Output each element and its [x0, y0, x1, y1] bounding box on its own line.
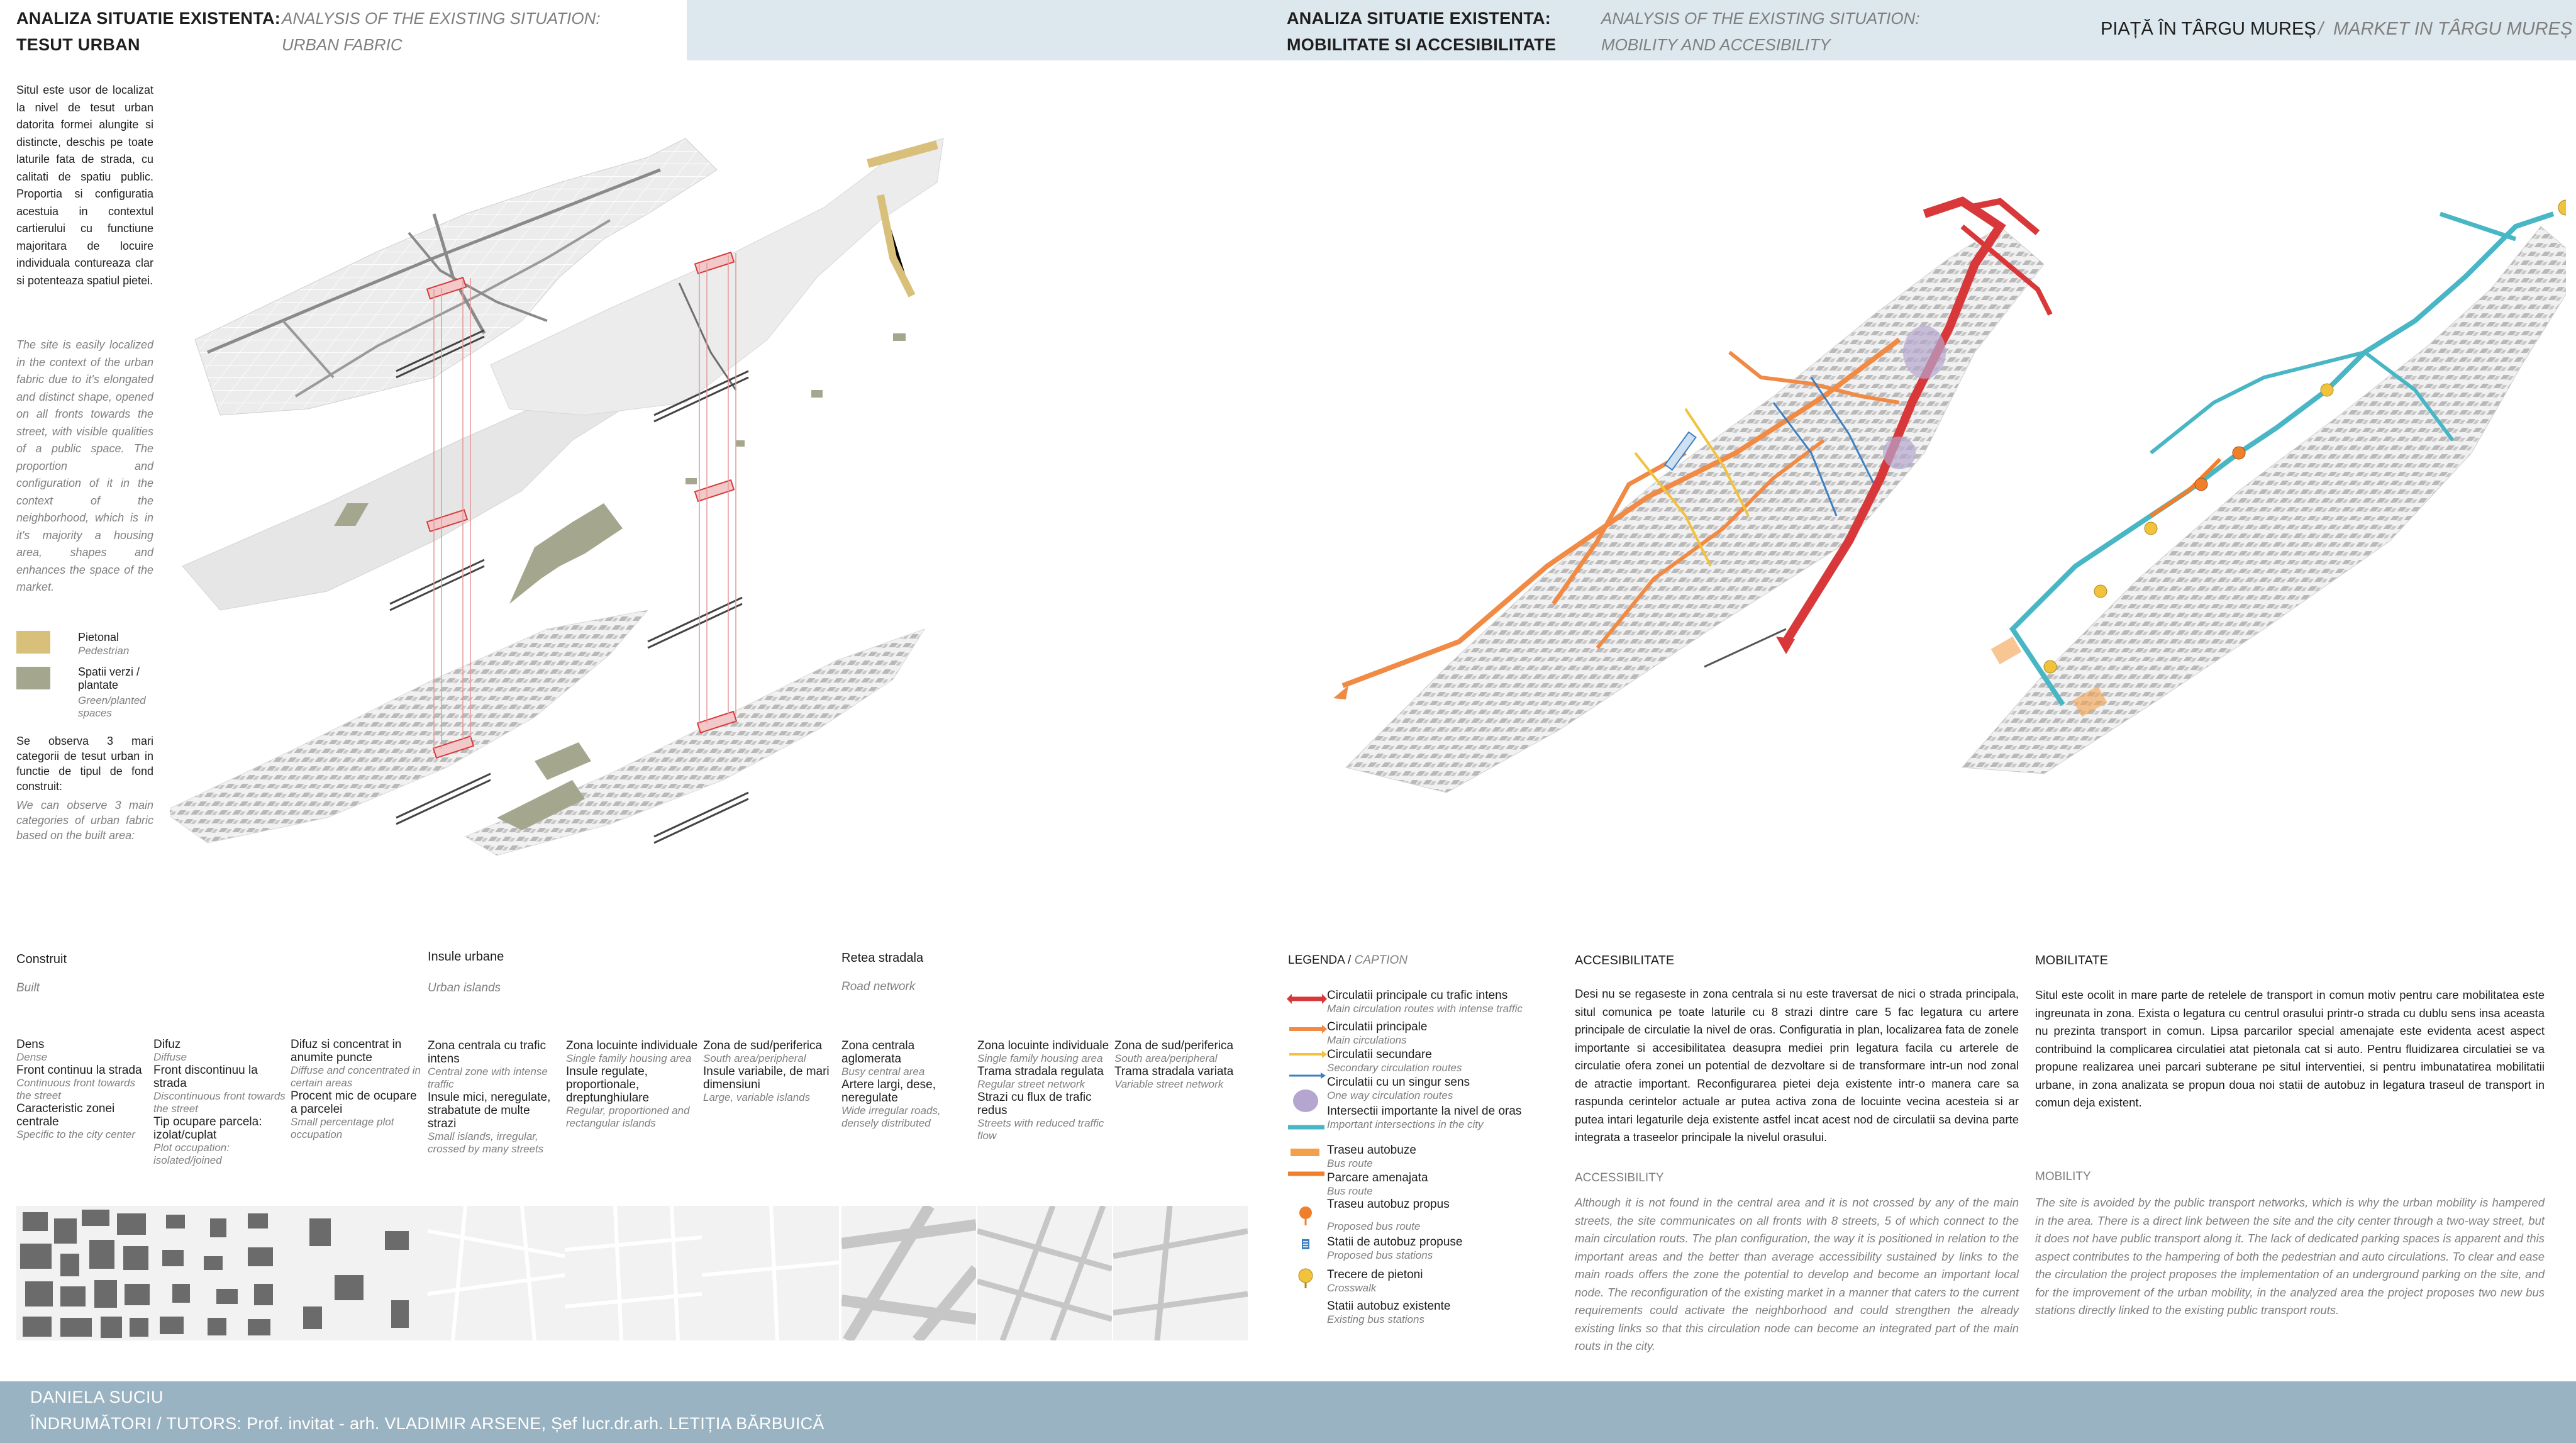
thumb-dense: [16, 1206, 153, 1340]
built-cat-3-title-en: Diffuse and concentrated in certain areas: [291, 1064, 421, 1089]
green-space-label: Spatii verzi / plantate: [78, 666, 140, 691]
accessibility-text-en: Although it is not found in the central area and it is not crossed by any of the main streets, the site communicates on all fronts with 8 streets, 5 of which connect to the main circulation routs. The plan configuration, the way it is positioned in relation to the important areas and the better than average accessibility sustained by links to the main roads offers the zone the potential to develop and become an important local node. The reconfiguration of the existing market in a manner that caters to the current requirements could activate the neighborhood and could strengthen the already existing links so that this circulation node can become an integrated part of the main routs in the city.: [1575, 1196, 2019, 1352]
footer-band: [0, 1381, 2576, 1443]
left-title-ro-1: ANALIZA SITUATIE EXISTENTA:: [16, 9, 281, 28]
built-cat-1-char: Caracteristic zonei centrale: [16, 1102, 115, 1128]
islands-cat-1: [428, 1039, 560, 1156]
mobility-title-ro: MOBILITATE: [2035, 954, 2108, 967]
streets-cat-2-desc: Trama stradala regulata: [977, 1065, 1104, 1078]
islands-cat-1-desc-en: Small islands, irregular, crossed by many streets: [428, 1130, 544, 1155]
legend-symbol-parking: [1291, 1149, 1319, 1156]
streets-cat-3-title-en: South area/peripheral: [1114, 1052, 1218, 1064]
legend-item-crosswalk: [1327, 1268, 1423, 1295]
streets-cat-2-title: Zona locuinte individuale: [977, 1039, 1109, 1052]
built-cat-2-plot-en: Plot occupation: isolated/joined: [153, 1142, 230, 1166]
mobility-title-en: MOBILITY: [2035, 1170, 2091, 1183]
legend-item-main-intense-label: Circulatii principale cu trafic intens: [1327, 989, 1508, 1002]
legend-symbols: [1287, 988, 1327, 1321]
built-title: Construit: [16, 952, 67, 966]
streets-sub: Road network: [841, 980, 916, 993]
right-title-en-2: MOBILITY AND ACCESIBILITY: [1601, 35, 1831, 54]
islands-cat-1-title-en: Central zone with intense traffic: [428, 1066, 548, 1090]
legend-item-bus-route: [1327, 1144, 1416, 1170]
thumb-islands-south: [702, 1206, 839, 1340]
legend-item-secondary-label: Circulatii secundare: [1327, 1048, 1432, 1061]
legend-item-crosswalk-label: Trecere de pietoni: [1327, 1268, 1423, 1281]
right-title-ro-1: ANALIZA SITUATIE EXISTENTA:: [1287, 9, 1552, 28]
thumb-diffuse-concentrated: [291, 1206, 428, 1340]
thumb-diffuse: [153, 1206, 291, 1340]
built-cat-3-title: Difuz si concentrat in anumite puncte: [291, 1038, 402, 1064]
circulation-map: [1333, 201, 2050, 793]
right-title-en-1: ANALYSIS OF THE EXISTING SITUATION:: [1601, 9, 1920, 28]
streets-cat-1: [841, 1039, 974, 1130]
streets-cat-3-title: Zona de sud/periferica: [1114, 1039, 1234, 1052]
observe-text-ro: Se observa 3 mari categorii de tesut urban in functie de tipul de fond construit:: [16, 735, 153, 793]
accessibility-text-ro: Desi nu se regaseste in zona centrala si nu este traversat de nici o strada principala, situl comunica pe toate laturile cu 8 strazi dintre care 5 fac legatura cu artere principale de circulatie la nivel de oras. Configuratia in plan, localizarea fata de zonele importante si accesibilitatea deasupra mediei prin legatura facila cu arterele de circulatie ofera zonei un potential de dezvoltare si de transformare intr-un nod zonal de atractie important. Reconfigurarea pietei deja existente intr-o manera care sa raspunda cerintelor actuale ar putea activa zona de locuinte vecina acesteia si ar putea intari legaturile deja existente astfel incat acest nod de circulatii sa devina parte integrata a traseelor principale la nivelul orasului.: [1575, 987, 2019, 1144]
built-sub: Built: [16, 981, 40, 994]
legend-item-main-intense-label-en: Main circulation routes with intense traffic: [1327, 1003, 1523, 1015]
built-cat-2: [153, 1038, 286, 1167]
built-cat-2-front: Front discontinuu la strada: [153, 1064, 258, 1090]
green-space-label-en: Green/planted spaces: [78, 694, 146, 719]
left-title-ro-2: TESUT URBAN: [16, 35, 140, 54]
legend-symbol-proposed-station: [1299, 1206, 1312, 1225]
streets-cat-1-title: Zona centrala aglomerata: [841, 1039, 915, 1066]
legend-item-parking-label-en: Bus route: [1327, 1185, 1373, 1197]
built-cat-1-char-en: Specific to the city center: [16, 1128, 135, 1140]
legend-item-oneway-label-en: One way circulation routes: [1327, 1089, 1453, 1101]
streets-cat-3-desc: Trama stradala variata: [1114, 1065, 1234, 1078]
legend-item-parking-label: Parcare amenajata: [1327, 1171, 1428, 1184]
tutors-line: ÎNDRUMĂTORI / TUTORS: Prof. invitat - arh. VLADIMIR ARSENE, Șef lucr.dr.arh. LETIȚIA BĂRBUICĂ: [30, 1414, 824, 1433]
thumb-streets-south: [1113, 1206, 1248, 1340]
pedestrian-layer: [491, 138, 943, 421]
urban-fabric-axonometric: [170, 113, 1333, 887]
streets-cat-1-desc-en: Wide irregular roads, densely distributed: [841, 1105, 941, 1129]
legend-symbol-oneway: [1289, 1072, 1326, 1079]
legend-item-proposed-bus-label: Traseu autobuz propus: [1327, 1198, 1450, 1211]
islands-sub: Urban islands: [428, 981, 501, 994]
thumb-islands-central: [428, 1206, 565, 1340]
streets-cat-1-title-en: Busy central area: [841, 1066, 925, 1078]
left-title-en-1: ANALYSIS OF THE EXISTING SITUATION:: [282, 9, 601, 28]
accessibility-title-en: ACCESSIBILITY: [1575, 1171, 1664, 1184]
pedestrian-label-en: Pedestrian: [78, 645, 130, 657]
streets-cat-2-title-en: Single family housing area: [977, 1052, 1103, 1064]
legend-item-intersection: [1327, 1105, 1521, 1131]
streets-cat-2-desc-en: Regular street network: [977, 1078, 1085, 1090]
built-cat-2-title-en: Diffuse: [153, 1051, 187, 1063]
islands-cat-3-desc: Insule variabile, de mari dimensiuni: [703, 1065, 830, 1091]
islands-cat-2-desc: Insule regulate, proportionale, dreptunghiulare: [566, 1065, 650, 1105]
built-cat-1: [16, 1038, 148, 1141]
built-cat-2-plot: Tip ocupare parcela: izolat/cuplat: [153, 1115, 262, 1142]
right-title-ro-2: MOBILITATE SI ACCESIBILITATE: [1287, 35, 1557, 54]
islands-cat-2-desc-en: Regular, proportioned and rectangular islands: [566, 1105, 690, 1129]
legend-item-bus-route-label-en: Bus route: [1327, 1157, 1373, 1169]
legend-symbol-secondary: [1289, 1050, 1327, 1058]
streets-title: Retea stradala: [841, 951, 924, 965]
islands-cat-2-title-en: Single family housing area: [566, 1052, 692, 1064]
islands-cat-3-desc-en: Large, variable islands: [703, 1091, 811, 1103]
legend-title-en: CAPTION: [1354, 954, 1408, 967]
built-cat-2-title: Difuz: [153, 1038, 181, 1051]
legend-item-main-label-en: Main circulations: [1327, 1034, 1407, 1046]
built-cat-3-plot: Procent mic de ocupare a parcelei: [291, 1089, 417, 1116]
legend-item-proposed-station-label-en: Proposed bus stations: [1327, 1249, 1433, 1261]
islands-cat-2: [566, 1039, 698, 1130]
legend-title-sep: /: [1348, 954, 1352, 967]
legend-item-proposed-bus-label-en: Proposed bus route: [1327, 1220, 1421, 1232]
legend-item-intersection-label: Intersectii importante la nivel de oras: [1327, 1105, 1522, 1118]
built-cat-1-front: Front continuu la strada: [16, 1064, 142, 1077]
legend-item-intersection-label-en: Important intersections in the city: [1327, 1118, 1484, 1130]
project-title-en: MARKET IN TÂRGU MUREȘ: [2333, 19, 2573, 39]
built-cat-2-front-en: Discontinuous front towards the street: [153, 1090, 286, 1115]
built-cat-3: [291, 1038, 423, 1141]
legend-item-main-label: Circulatii principale: [1327, 1020, 1428, 1034]
green-space-swatch: [16, 667, 50, 689]
mobility-text-en: The site is avoided by the public transport networks, which is why the urban mobility is hampered in the area. There is a direct link between the site and the city center through a two-way street, but it does not have public transport along it. The lack of dedicated parking spaces is apparent and this aspect contributes to the hampering of both the pedestrian and auto circulations. To clear and ease the circulation the project proposes the implementation of an underground parking on the site, and for the improvement of the urban mobility, in the analyzed area the project proposes two new bus stations directly linked to the existing public transport routs.: [2035, 1196, 2545, 1317]
streets-cat-1-desc: Artere largi, dese, neregulate: [841, 1078, 936, 1105]
legend-item-proposed-station-label: Statii de autobuz propuse: [1327, 1235, 1463, 1249]
streets-cat-2-flux-en: Streets with reduced traffic flow: [977, 1117, 1104, 1142]
built-cat-1-title: Dens: [16, 1038, 45, 1051]
legend-item-bus-route-label: Traseu autobuze: [1327, 1144, 1416, 1157]
plain-footprint-layer: [182, 390, 623, 610]
pedestrian-swatch: [16, 631, 50, 654]
streets-cat-2-flux: Strazi cu flux de trafic redus: [977, 1091, 1092, 1117]
legend-item-main-intense: [1327, 989, 1523, 1015]
legend-title-ro: LEGENDA: [1288, 954, 1345, 967]
islands-cat-3-title: Zona de sud/periferica: [703, 1039, 823, 1052]
islands-cat-2-title: Zona locuinte individuale: [566, 1039, 698, 1052]
accessibility-title-ro: ACCESIBILITATE: [1575, 954, 1675, 967]
pedestrian-label: Pietonal: [78, 631, 119, 644]
legend-item-crosswalk-label-en: Crosswalk: [1327, 1282, 1377, 1294]
author-name: DANIELA SUCIU: [30, 1388, 164, 1407]
intro-text-en: The site is easily localized in the context of the urban fabric due to it's elongated and distinct shape, opened on all fronts towards the street, with visible qualities of a public space. The proportion and configuration of it in the context of the neighborhood, which is in it's majority a housing area, shapes and enhances the space of the market.: [16, 338, 153, 593]
legend-symbol-main: [1289, 1025, 1327, 1034]
legend-item-existing-station-label: Statii autobuz existente: [1327, 1300, 1451, 1313]
islands-cat-3: [703, 1039, 835, 1104]
legend-item-oneway-label: Circulatii cu un singur sens: [1327, 1076, 1470, 1089]
project-title-sep: /: [2318, 19, 2324, 39]
streets-cat-2: [977, 1039, 1109, 1142]
project-title-ro: PIAȚĂ ÎN TÂRGU MUREȘ: [2101, 19, 2316, 39]
mobility-maps: [1333, 189, 2566, 818]
islands-cat-3-title-en: South area/peripheral: [703, 1052, 806, 1064]
thumb-streets-housing: [977, 1206, 1112, 1340]
intro-text-ro: Situl este usor de localizat la nivel de tesut urban datorita formei alungite si distincte, deschis pe toate laturile fata de strada, cu calitati de spatiu public. Proportia si configuratia acestuia in contextul cartierului cu functiune majoritara de locuire individuala contureaza clar si potenteaza spatiul pietei.: [16, 84, 153, 287]
legend-symbol-existing-station: [1299, 1269, 1313, 1288]
legend-title: [1288, 954, 1407, 967]
legend-item-parking: [1327, 1171, 1428, 1198]
built-cat-1-title-en: Dense: [16, 1051, 48, 1063]
streets-cat-3: [1114, 1039, 1246, 1091]
legend-item-proposed-station: [1327, 1235, 1463, 1262]
legend-symbol-intersection: [1293, 1089, 1318, 1112]
legend-item-secondary-label-en: Secondary circulation routes: [1327, 1062, 1462, 1074]
legend-item-oneway: [1327, 1076, 1470, 1102]
legend-symbol-main-intense: [1287, 994, 1327, 1004]
built-cat-3-plot-en: Small percentage plot occupation: [291, 1116, 394, 1140]
left-title-en-2: URBAN FABRIC: [282, 35, 402, 54]
legend-symbol-crosswalk: [1302, 1239, 1309, 1249]
legend-item-secondary: [1327, 1048, 1462, 1074]
legend-item-main: [1327, 1020, 1427, 1047]
legend-item-existing-station: [1327, 1300, 1450, 1326]
islands-cat-1-title: Zona centrala cu trafic intens: [428, 1039, 546, 1066]
legend-item-existing-station-label-en: Existing bus stations: [1327, 1313, 1424, 1325]
observe-text-en: We can observe 3 main categories of urban fabric based on the built area:: [16, 799, 153, 842]
thumb-streets-central: [841, 1206, 976, 1340]
streets-cat-3-desc-en: Variable street network: [1114, 1078, 1224, 1090]
bus-routes-map: [1962, 200, 2566, 774]
islands-cat-1-desc: Insule mici, neregulate, strabatute de multe strazi: [428, 1091, 551, 1130]
built-cat-1-front-en: Continuous front towards the street: [16, 1077, 135, 1101]
mobility-text-ro: Situl este ocolit in mare parte de retelele de transport in comun motiv pentru care mobilitatea este ingreunata in zona. Exista o legatura cu centrul orasului printr-o strada cu dublu sens insa aceasta nu prezinta transport in comun. Lipsa parcarilor special amenajate este evidenta acest aspect contribuind la complicarea circulatiei atat pietonala cat si auto. Pentru fluidizarea circulatiei se va propune realizarea unei parcari subterane pe situl interventiei, si pentru imbunatatirea mobilitatii urbane, in zona analizata se propun doua noi statii de autobuz in legatura traseul de transport in comun deja existent.: [2035, 988, 2545, 1109]
islands-title: Insule urbane: [428, 950, 504, 964]
thumb-islands-housing: [565, 1206, 702, 1340]
legend-item-proposed-bus: [1327, 1198, 1450, 1233]
